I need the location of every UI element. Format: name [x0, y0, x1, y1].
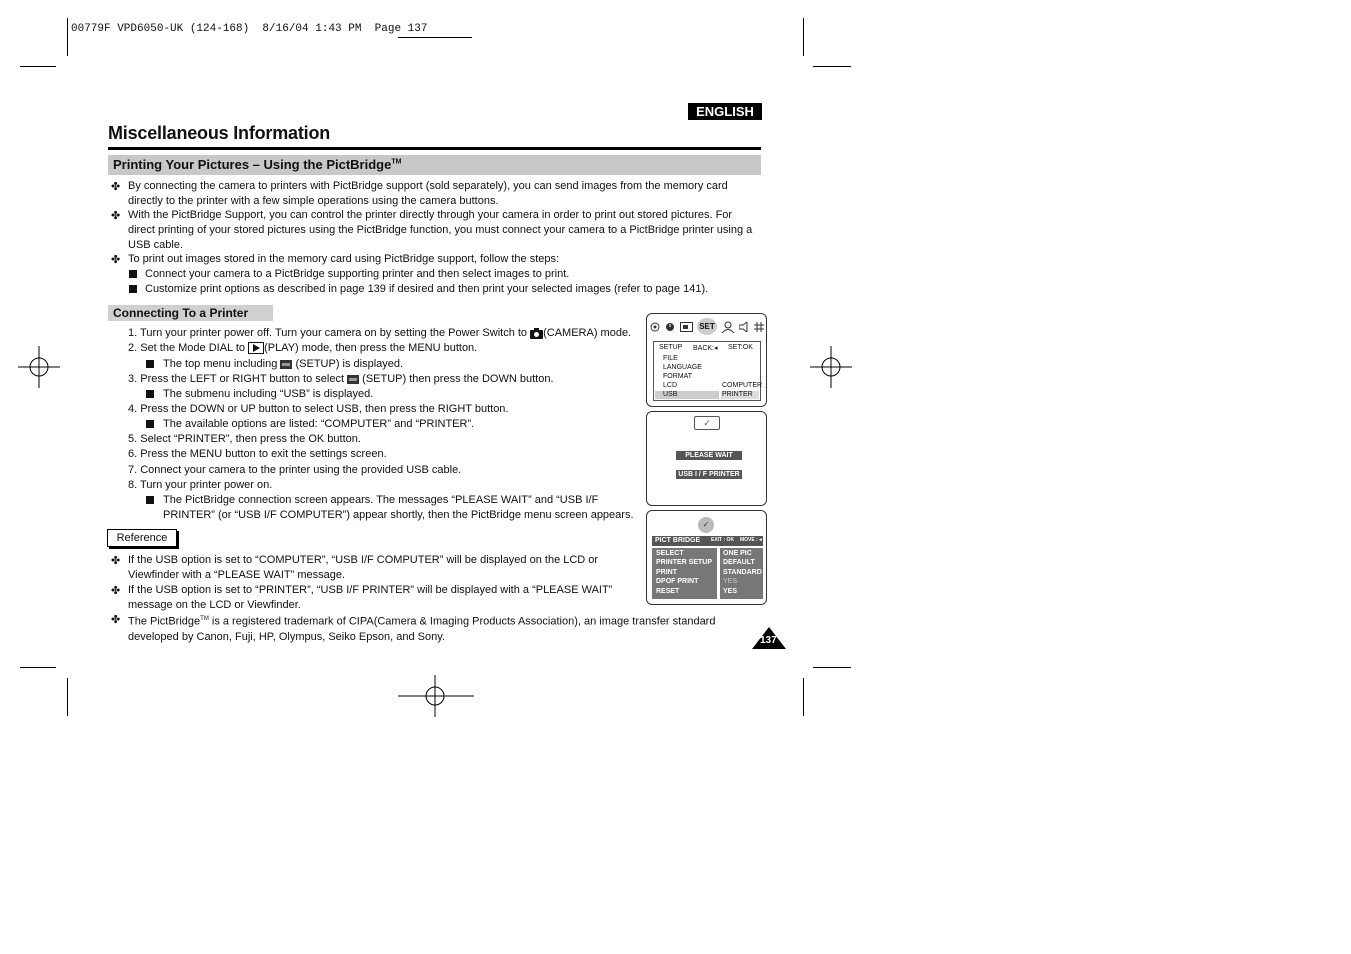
- step-2: 2. Set the Mode DIAL to (PLAY) mode, then press the MENU button.: [128, 342, 478, 354]
- square-bullet-icon: [129, 270, 137, 278]
- step-3-note: The submenu including “USB” is displayed.: [163, 388, 374, 400]
- crop-mark: [67, 18, 68, 56]
- subsection-title: Connecting To a Printer: [113, 306, 249, 320]
- setup-icon: [347, 375, 359, 384]
- lcd-option: COMPUTER: [722, 382, 763, 389]
- mode-icon: [650, 322, 660, 332]
- crop-mark: [803, 678, 804, 716]
- square-bullet-icon: [146, 420, 154, 428]
- step-1: 1. Turn your printer power off. Turn your camera on by setting the Power Switch to (CAMERA) mode.: [128, 327, 632, 339]
- step-7: 7. Connect your camera to the printer using the provided USB cable.: [128, 464, 462, 476]
- lcd-move-label: MOVE : ◂: [740, 537, 762, 543]
- lcd-option: PRINTER: [722, 391, 753, 398]
- bullet-cross-icon: ✤: [111, 555, 121, 567]
- reference-label: Reference: [107, 529, 177, 547]
- section-title: Printing Your Pictures – Using the PictBridge™: [113, 157, 402, 172]
- square-bullet-icon: [129, 285, 137, 293]
- lcd-menu-value: YES: [723, 578, 738, 585]
- setup-icon: [280, 360, 292, 369]
- play-icon: [248, 342, 264, 354]
- reference-note: The PictBridge™ is a registered trademark of CIPA(Camera & Imaging Products Association), an image transfer standard developed by Canon, Fuji, HP, Olympus, Seiko Epson, and Sony.: [128, 615, 716, 643]
- step-8-note: The PictBridge connection screen appears. The messages “PLEASE WAIT” and “USB I/F PRINTER” (or “USB I/F COMPUTER”) appear shortly, then the PictBridge menu screen appears.: [163, 494, 634, 521]
- lcd-menu-value: ONE PIC: [723, 550, 752, 557]
- bullet-cross-icon: ✤: [111, 181, 121, 193]
- bullet-cross-icon: ✤: [111, 254, 121, 266]
- lcd-menu-item: FORMAT: [663, 373, 693, 380]
- page-number-badge: [752, 627, 786, 654]
- lcd-menu-value: STANDARD: [723, 569, 762, 576]
- intro-paragraph: With the PictBridge Support, you can control the printer directly through your camera in order to print out stored pictures. For direct printing of your stored pictures using the PictBridge function, you must connect your camera to a PictBridge printer using a USB cable.: [128, 209, 753, 251]
- usb-if-printer-message: USB I / F PRINTER: [676, 470, 742, 479]
- set-tab-icon: SET: [697, 318, 717, 335]
- crop-mark: [20, 667, 56, 668]
- square-bullet-icon: [146, 390, 154, 398]
- language-badge: ENGLISH: [688, 103, 762, 120]
- square-bullet-icon: [146, 496, 154, 504]
- reference-note: If the USB option is set to “COMPUTER”, “USB I/F COMPUTER” will be displayed on the LCD or Viewfinder with a “PLEASE WAIT” message.: [128, 554, 599, 581]
- crop-mark: [813, 66, 851, 67]
- lcd-menu-item: RESET: [656, 588, 680, 595]
- intro-paragraph: By connecting the camera to printers with PictBridge support (sold separately), you can send images from the memory card directly to the printer with a few simple operations using the camera buttons.: [128, 180, 728, 207]
- lcd-setok-label: SET:OK: [728, 344, 753, 351]
- lcd-menu-item: LCD: [663, 382, 678, 389]
- lcd-setup-label: SETUP: [659, 344, 683, 351]
- step-4-note: The available options are listed: “COMPUTER” and “PRINTER”.: [163, 418, 475, 430]
- reference-note: If the USB option is set to “PRINTER”, “USB I/F PRINTER” will be displayed with a “PLEASE WAIT” message on the LCD or Viewfinder.: [128, 584, 613, 611]
- lcd-menu-value: YES: [723, 588, 738, 595]
- step-2-note: The top menu including (SETUP) is displayed.: [163, 358, 404, 370]
- pictbridge-logo-icon: ✓: [694, 416, 720, 430]
- step-4: 4. Press the DOWN or UP button to select USB, then press the RIGHT button.: [128, 403, 509, 415]
- crop-mark: [20, 66, 56, 67]
- step-5: 5. Select “PRINTER”, then press the OK button.: [128, 433, 361, 445]
- lcd-setup-screen: [646, 313, 767, 407]
- intro-step: Connect your camera to a PictBridge supporting printer and then select images to print.: [145, 268, 570, 280]
- crop-mark: [67, 678, 68, 716]
- timer-icon: [665, 322, 675, 332]
- step-6: 6. Press the MENU button to exit the settings screen.: [128, 448, 387, 460]
- frame-icon: [680, 322, 693, 332]
- lcd-menu-value: DEFAULT: [723, 559, 755, 566]
- registration-mark-icon: [398, 675, 474, 717]
- registration-mark-icon: [810, 346, 852, 388]
- lcd-menu-item: USB: [663, 391, 678, 398]
- lcd-menu-item: DPOF PRINT: [656, 578, 699, 585]
- please-wait-message: PLEASE WAIT: [676, 451, 742, 460]
- bullet-cross-icon: ✤: [111, 585, 121, 597]
- speaker-icon: [739, 322, 750, 332]
- crop-mark: [803, 18, 804, 56]
- lcd-menu-item: PRINT: [656, 569, 677, 576]
- user-icon: [721, 321, 735, 333]
- crop-mark: [398, 37, 472, 38]
- step-3: 3. Press the LEFT or RIGHT button to select (SETUP) then press the DOWN button.: [128, 373, 554, 385]
- lcd-menu-item: PRINTER SETUP: [656, 559, 713, 566]
- grid-icon: [754, 322, 764, 332]
- lcd-menu-item: SELECT: [656, 550, 684, 557]
- page-title: Miscellaneous Information: [108, 123, 331, 143]
- square-bullet-icon: [146, 360, 154, 368]
- menu-icon-bar: [650, 320, 764, 334]
- title-rule: [108, 147, 761, 150]
- bullet-cross-icon: ✤: [111, 210, 121, 222]
- page-number: 137: [760, 635, 777, 646]
- lcd-menu-item: FILE: [663, 355, 678, 362]
- crop-mark: [813, 667, 851, 668]
- print-header: 00779F VPD6050-UK (124-168) 8/16/04 1:43 PM Page 137: [71, 23, 428, 35]
- intro-paragraph: To print out images stored in the memory card using PictBridge support, follow the steps:: [128, 253, 560, 265]
- lcd-exit-label: EXIT : OK: [711, 537, 735, 543]
- bullet-cross-icon: ✤: [111, 614, 121, 626]
- pictbridge-logo-icon: ✓: [698, 517, 714, 533]
- intro-step: Customize print options as described in page 139 if desired and then print your selected images (refer to page 141).: [145, 283, 709, 295]
- lcd-pictbridge-screen: [646, 510, 767, 605]
- camera-icon: [530, 328, 543, 339]
- lcd-menu-item: LANGUAGE: [663, 364, 702, 371]
- lcd-header-title: PICT BRIDGE: [655, 537, 701, 544]
- lcd-connection-screen: [646, 411, 767, 506]
- lcd-back-label: BACK:◂: [693, 345, 718, 352]
- step-8: 8. Turn your printer power on.: [128, 479, 273, 491]
- registration-mark-icon: [18, 346, 60, 388]
